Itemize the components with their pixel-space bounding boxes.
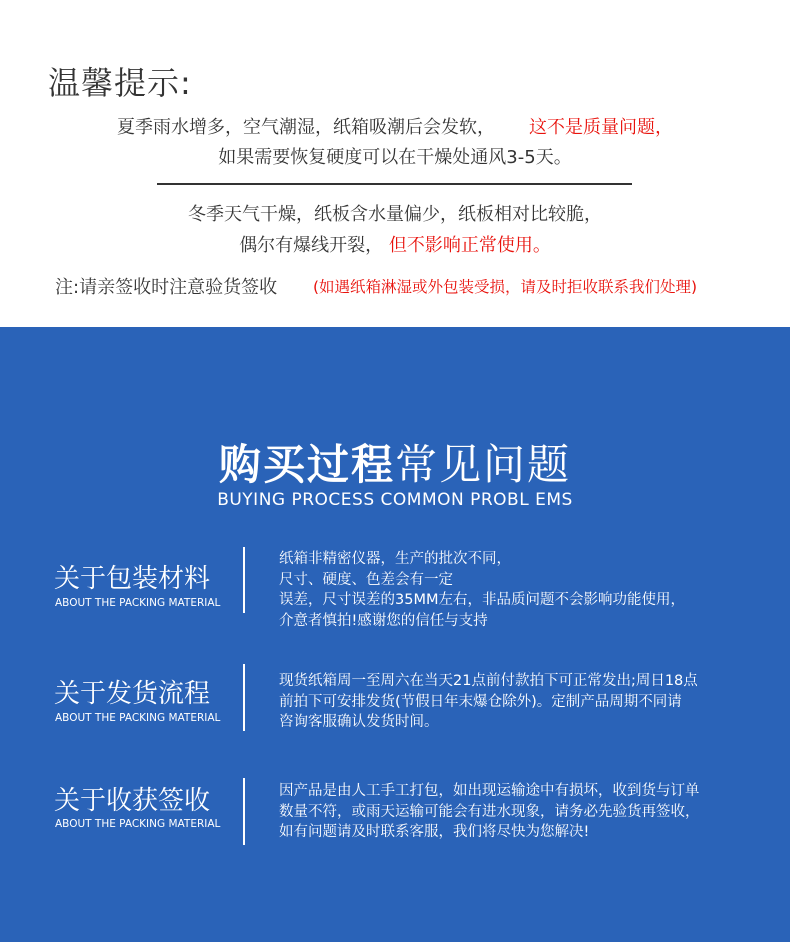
faq-item-en-label: ABOUT THE PACKING MATERIAL: [55, 597, 221, 609]
faq-title-light: 常见问题: [395, 440, 572, 489]
faq-item-line: 尺寸、硬度、色差会有一定: [279, 571, 453, 588]
faq-item-divider: [243, 778, 245, 845]
faq-item-body: [279, 781, 700, 843]
faq-item-heading: 关于收获签收: [54, 786, 211, 816]
notice-line-2: 如果需要恢复硬度可以在干燥处通风3-5天。: [218, 147, 572, 168]
notice-note: 注:请亲签收时注意验货签收: [55, 277, 278, 298]
notice-line-4-text: 偶尔有爆线开裂，: [239, 235, 384, 256]
faq-title-bold: 购买过程: [218, 440, 395, 489]
faq-item-en-label: ABOUT THE PACKING MATERIAL: [55, 712, 221, 724]
faq-item-line: 现货纸箱周一至周六在当天21点前付款拍下可正常发出;周日18点: [279, 673, 698, 689]
notice-section: [0, 0, 790, 327]
notice-divider: [157, 183, 632, 185]
faq-item-body: [279, 671, 698, 733]
faq-item-heading: 关于发货流程: [54, 679, 211, 709]
faq-item-shipping: [0, 664, 790, 734]
faq-item-line: 误差，尺寸误差的35MM左右，非品质问题不会影响功能使用，: [279, 592, 685, 608]
faq-section: [0, 327, 790, 942]
faq-title: [0, 432, 790, 492]
notice-line-1: [0, 113, 790, 139]
faq-item-divider: [243, 547, 245, 613]
faq-item-line: 数量不符，或雨天运输可能会有进水现象，请务必先验货再签收，: [279, 803, 700, 820]
faq-item-line: 纸箱非精密仪器，生产的批次不同，: [279, 551, 511, 567]
faq-item-en-label: ABOUT THE PACKING MATERIAL: [55, 818, 221, 830]
notice-line-4-warning: 但不影响正常使用。: [388, 235, 551, 256]
faq-item-line: 因产品是由人工手工打包，如出现运输途中有损坏，收到货与订单: [279, 783, 700, 799]
faq-subtitle: BUYING PROCESS COMMON PROBL EMS: [217, 490, 573, 510]
notice-line-1-warning: 这不是质量问题，: [529, 117, 673, 138]
faq-item-line: 介意者慎拍!感谢您的信任与支持: [279, 612, 488, 629]
notice-line-3: 冬季天气干燥，纸板含水量偏少，纸板相对比较脆，: [188, 204, 602, 225]
faq-item-packing: [0, 547, 790, 629]
faq-item-divider: [243, 664, 245, 731]
notice-note-warning: (如遇纸箱淋湿或外包装受损，请及时拒收联系我们处理): [313, 278, 698, 296]
faq-item-body: [279, 549, 685, 631]
faq-item-receiving: [0, 778, 790, 848]
notice-title: 温馨提示:: [48, 64, 192, 102]
faq-item-line: 咨询客服确认发货时间。: [279, 714, 439, 730]
faq-item-line: 如有问题请及时联系客服，我们将尽快为您解决!: [279, 824, 590, 840]
notice-line-4: [0, 231, 790, 257]
notice-line-1-text: 夏季雨水增多，空气潮湿，纸箱吸潮后会发软，: [117, 117, 495, 138]
faq-item-heading: 关于包装材料: [54, 564, 211, 594]
faq-item-line: 前拍下可安排发货(节假日年末爆仓除外)。定制产品周期不同请: [279, 693, 682, 710]
